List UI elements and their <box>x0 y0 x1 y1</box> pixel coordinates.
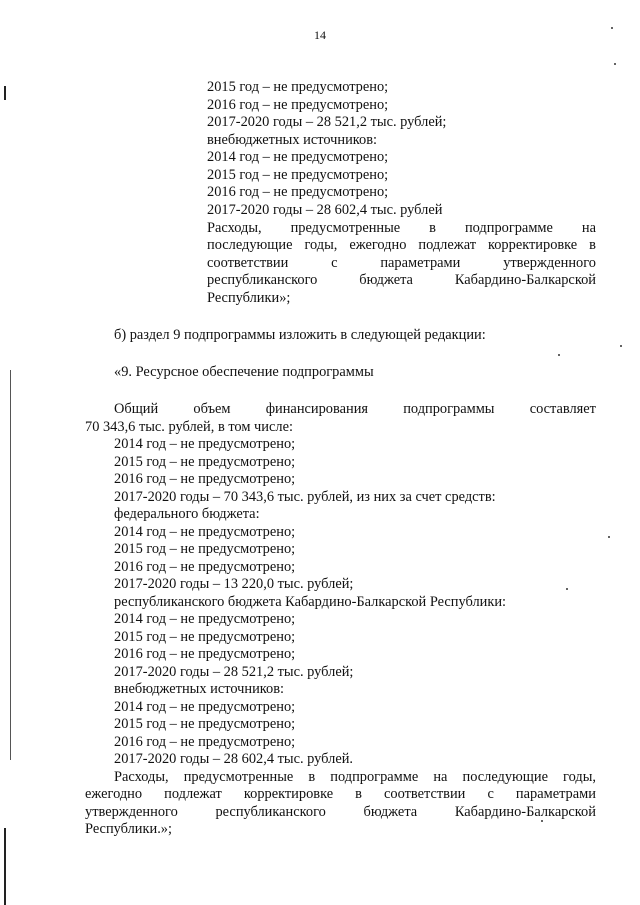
word: составляет <box>529 401 596 417</box>
word: Кабардино-Балкарской <box>454 272 596 288</box>
speck <box>566 588 568 590</box>
text-line: Республики.»; <box>85 821 172 837</box>
word: подлежат <box>418 237 476 253</box>
text-line: 2017-2020 годы – 13 220,0 тыс. рублей; <box>114 576 354 592</box>
word: Расходы, <box>114 769 169 785</box>
word: ежегодно <box>85 786 143 802</box>
margin-mark <box>4 828 6 905</box>
word: утвержденного <box>503 255 596 271</box>
paragraph-line <box>207 236 596 254</box>
word: последующие <box>207 237 293 253</box>
word: Расходы, <box>207 220 262 236</box>
paragraph-line <box>85 803 596 821</box>
word: ежегодно <box>349 237 407 253</box>
paragraph-line <box>207 271 596 289</box>
word: последующие <box>462 769 548 785</box>
paragraph-line <box>114 768 596 786</box>
text-line: республиканского бюджета Кабардино-Балкарской Республики: <box>114 594 507 610</box>
word: корректировке <box>487 237 578 253</box>
text-line: 2016 год – не предусмотрено; <box>114 559 296 575</box>
margin-mark <box>4 86 6 100</box>
word: утвержденного <box>85 804 178 820</box>
text-line: 2017-2020 годы – 70 343,6 тыс. рублей, из них за счет средств: <box>114 489 496 505</box>
text-line: 70 343,6 тыс. рублей, в том числе: <box>85 419 293 435</box>
text-line: 2015 год – не предусмотрено; <box>114 541 296 557</box>
text-line: 2014 год – не предусмотрено; <box>114 436 296 452</box>
text-line: 2016 год – не предусмотрено; <box>114 471 296 487</box>
word: на <box>433 769 448 785</box>
word: годы, <box>563 769 596 785</box>
text-line: 2017-2020 годы – 28 602,4 тыс. рублей. <box>114 751 354 767</box>
word: в <box>308 769 316 785</box>
paragraph-line <box>207 219 596 237</box>
paragraph-line <box>85 785 596 803</box>
word: в <box>429 220 436 236</box>
word: подпрограмме <box>330 769 419 785</box>
text-line: 2015 год – не предусмотрено; <box>114 716 296 732</box>
speck <box>614 63 616 65</box>
text-line: внебюджетных источников: <box>114 681 285 697</box>
word: предусмотренные <box>290 220 401 236</box>
word: республиканского <box>207 272 318 288</box>
word: финансирования <box>265 401 369 417</box>
word: корректировке <box>243 786 334 802</box>
word: бюджета <box>363 804 418 820</box>
text-line: 2017-2020 годы – 28 521,2 тыс. рублей; <box>207 114 447 130</box>
text-line: внебюджетных источников: <box>207 132 378 148</box>
word: объем <box>193 401 231 417</box>
word: Общий <box>114 401 159 417</box>
text-line: 2016 год – не предусмотрено; <box>114 646 296 662</box>
word: в <box>355 786 362 802</box>
word: годы, <box>304 237 338 253</box>
text-line: 2014 год – не предусмотрено; <box>114 699 296 715</box>
text-line: 2016 год – не предусмотрено; <box>207 184 389 200</box>
word: подпрограммы <box>403 401 495 417</box>
text-line: 2014 год – не предусмотрено; <box>207 149 389 165</box>
text-line: 2015 год – не предусмотрено; <box>207 79 389 95</box>
word: параметрами <box>515 786 596 802</box>
paragraph-line <box>114 400 596 418</box>
word: соответствии <box>384 786 466 802</box>
speck <box>620 345 622 347</box>
speck <box>541 820 543 822</box>
text-line: 2015 год – не предусмотрено; <box>114 454 296 470</box>
text-line: федерального бюджета: <box>114 506 260 522</box>
page-number: 14 <box>314 28 326 42</box>
word: с <box>487 786 494 802</box>
text-line: 2014 год – не предусмотрено; <box>114 611 296 627</box>
word: подлежат <box>164 786 222 802</box>
word: бюджета <box>359 272 413 288</box>
word: на <box>581 220 596 236</box>
word: соответствии <box>207 255 289 271</box>
speck <box>608 536 610 538</box>
speck <box>558 354 560 356</box>
section-title: «9. Ресурсное обеспечение подпрограммы <box>114 364 374 380</box>
word: Кабардино-Балкарской <box>454 804 596 820</box>
text-line: 2017-2020 годы – 28 602,4 тыс. рублей <box>207 202 443 218</box>
text-line: 2016 год – не предусмотрено; <box>114 734 296 750</box>
text-line: 2015 год – не предусмотрено; <box>207 167 389 183</box>
word: предусмотренные <box>183 769 294 785</box>
instruction-line: б) раздел 9 подпрограммы изложить в следующей редакции: <box>114 327 486 343</box>
word: подпрограмме <box>464 220 553 236</box>
text-line: 2017-2020 годы – 28 521,2 тыс. рублей; <box>114 664 354 680</box>
word: параметрами <box>380 255 461 271</box>
word: с <box>331 255 338 271</box>
word: Республики»; <box>207 290 291 306</box>
speck <box>611 27 613 29</box>
word: республиканского <box>215 804 326 820</box>
text-line: 2015 год – не предусмотрено; <box>114 629 296 645</box>
text-line: 2016 год – не предусмотрено; <box>207 97 389 113</box>
text-line: 2014 год – не предусмотрено; <box>114 524 296 540</box>
paragraph-line <box>207 289 290 307</box>
word: в <box>589 237 596 253</box>
paragraph-line <box>207 254 596 272</box>
margin-line <box>10 370 11 760</box>
